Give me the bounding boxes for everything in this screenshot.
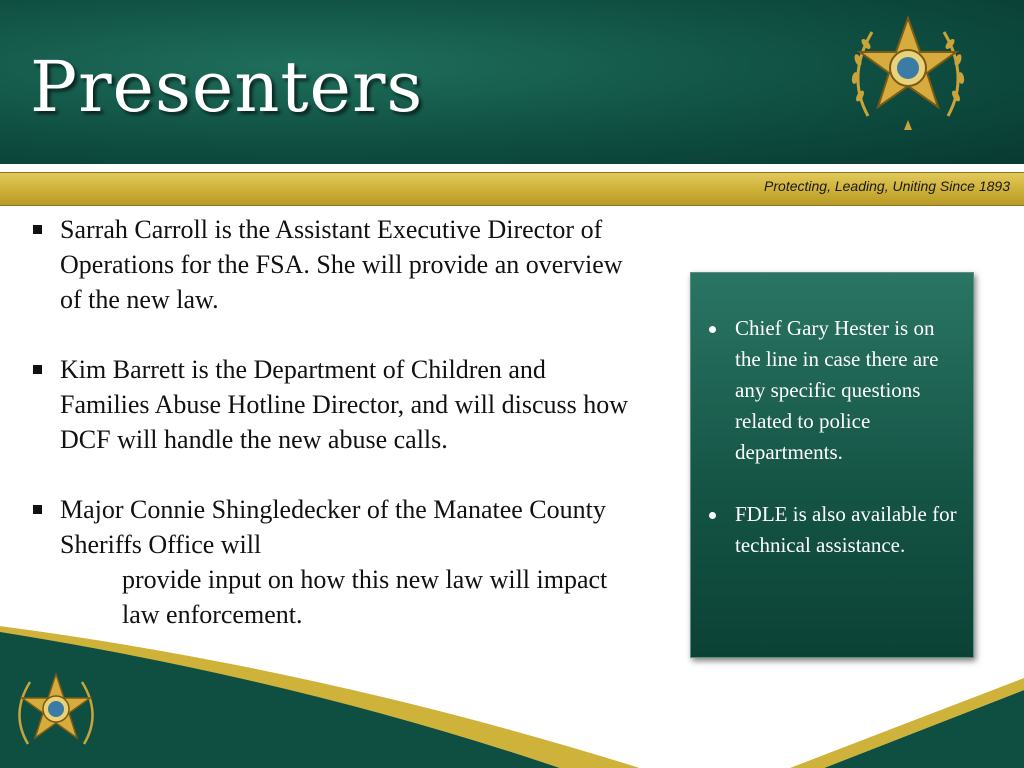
list-item-text: Major Connie Shingledecker of the Manatee County Sheriffs Office will — [60, 495, 606, 559]
panel-item-text: Chief Gary Hester is on the line in case there are any specific questions related to police departments. — [735, 316, 939, 464]
list-item — [30, 212, 640, 317]
square-bullet-icon — [33, 505, 42, 514]
list-item-text: Sarrah Carroll is the Assistant Executive Director of Operations for the FSA. She will provide an overview of the new law. — [60, 215, 623, 314]
panel-item — [703, 499, 959, 561]
tagline: Protecting, Leading, Uniting Since 1893 — [764, 178, 1010, 194]
list-item — [30, 352, 640, 457]
sheriff-star-badge-icon — [838, 6, 978, 142]
round-bullet-icon — [709, 326, 716, 333]
list-item — [30, 492, 640, 632]
square-bullet-icon — [33, 225, 42, 234]
panel-item — [703, 313, 959, 468]
round-bullet-icon — [709, 512, 716, 519]
square-bullet-icon — [33, 365, 42, 374]
header-divider — [0, 164, 1024, 172]
list-item-text-indented: provide input on how this new law will impact law enforcement. — [122, 565, 608, 629]
info-panel — [690, 272, 974, 658]
sheriff-star-badge-small-icon — [6, 664, 106, 762]
list-item-text: Kim Barrett is the Department of Children and Families Abuse Hotline Director, and will discuss how DCF will handle the new abuse calls. — [60, 355, 629, 454]
page-title: Presenters — [30, 46, 424, 128]
panel-item-text: FDLE is also available for technical assistance. — [735, 502, 957, 557]
presenter-list — [30, 212, 640, 667]
